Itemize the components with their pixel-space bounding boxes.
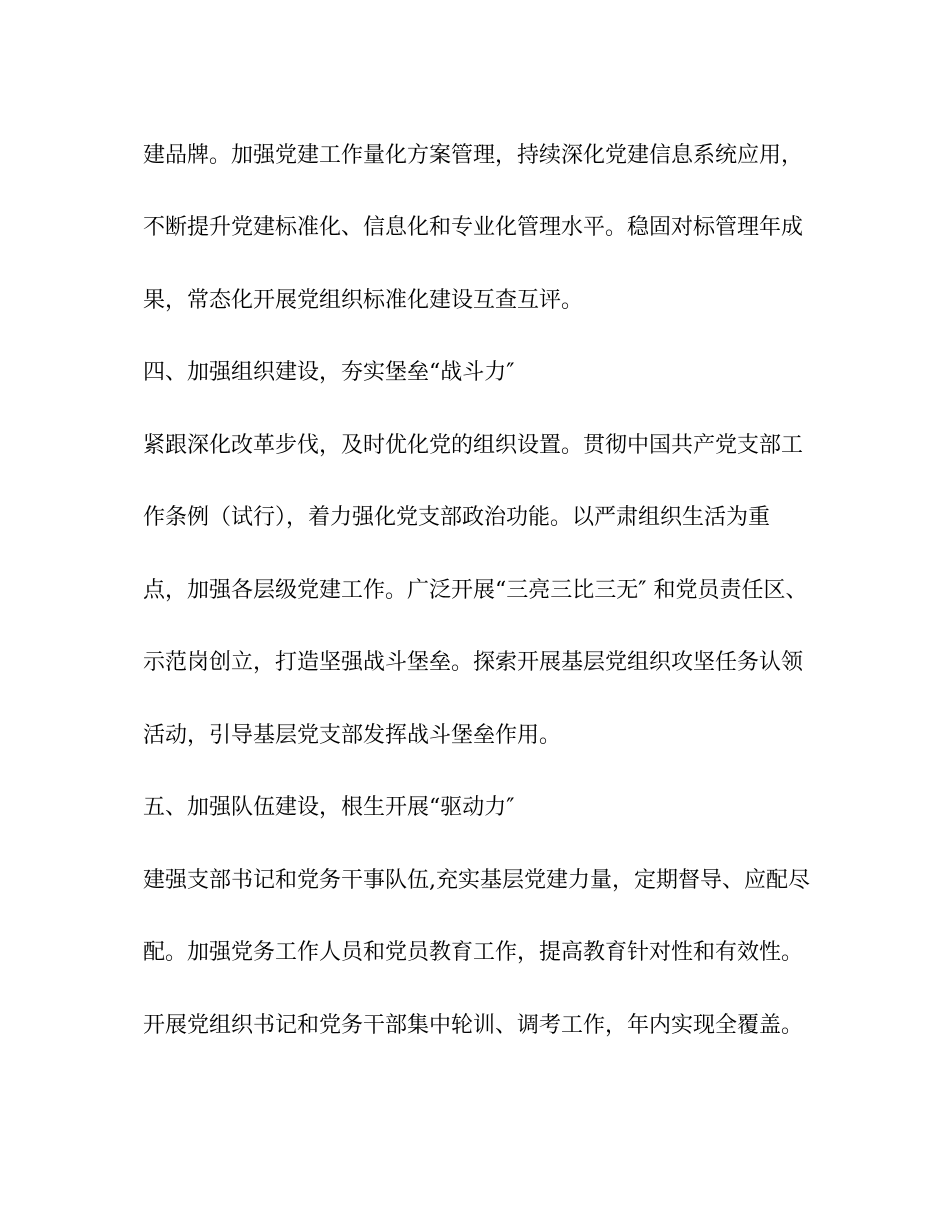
section-heading: 五、加强队伍建设，根生开展“驱动力″ (143, 795, 515, 820)
paragraph-line: 示范岗创立，打造坚强战斗堡垒。探索开展基层党组织攻坚任务认领 (143, 650, 804, 675)
paragraph-line: 建品牌。加强党建工作量化方案管理，持续深化党建信息系统应用， (143, 143, 804, 168)
paragraph-line: 果，常态化开展党组织标准化建设互查互评。 (143, 288, 584, 313)
paragraph-line: 建强支部书记和党务干事队伍,充实基层党建力量，定期督导、应配尽 (143, 868, 810, 893)
paragraph-line: 活动，引导基层党支部发挥战斗堡垒作用。 (143, 723, 562, 748)
paragraph-line: 点，加强各层级党建工作。广泛开展“三亮三比三无″ 和党员责任区、 (143, 578, 808, 603)
paragraph-line: 开展党组织书记和党务干部集中轮训、调考工作，年内实现全覆盖。 (143, 1013, 804, 1038)
paragraph-line: 配。加强党务工作人员和党员教育工作，提高教育针对性和有效性。 (143, 940, 804, 965)
section-heading: 四、加强组织建设，夯实堡垒“战斗力″ (143, 360, 515, 385)
paragraph-line: 紧跟深化改革步伐，及时优化党的组织设置。贯彻中国共产党支部工 (143, 433, 804, 458)
paragraph-line: 不断提升党建标准化、信息化和专业化管理水平。稳固对标管理年成 (143, 215, 804, 240)
paragraph-line: 作条例（试行），着力强化党支部政治功能。以严肃组织生活为重 (143, 505, 771, 530)
